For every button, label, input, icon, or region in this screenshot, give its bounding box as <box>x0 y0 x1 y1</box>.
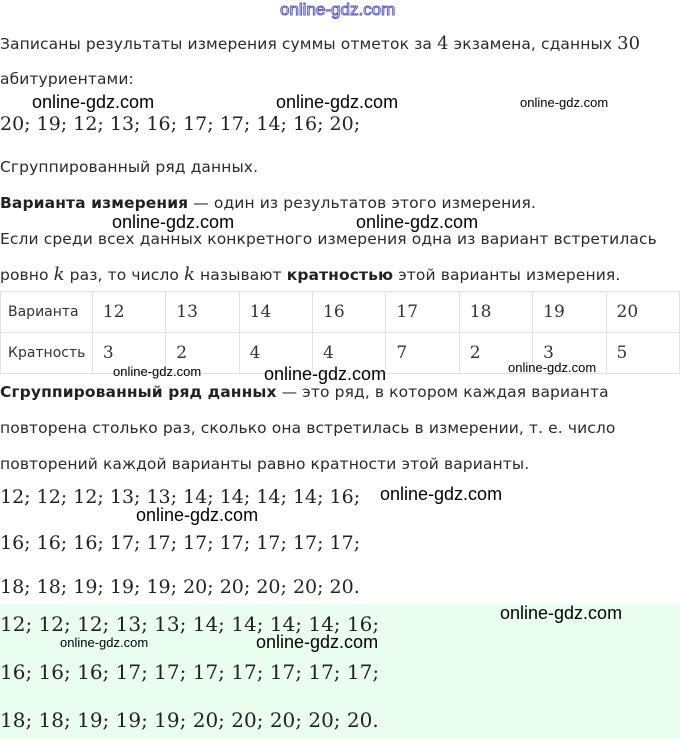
variant-cell: 16 <box>313 292 386 333</box>
series-def-line1 <box>0 383 609 401</box>
top-watermark: online-gdz.com <box>280 0 396 19</box>
count-cell: 3 <box>92 333 165 374</box>
variant-definition <box>0 194 536 212</box>
watermark: online-gdz.com <box>508 360 597 375</box>
series-def-line3: повторений каждой варианты равно кратности этой варианты. <box>0 455 530 473</box>
count-cell: 2 <box>166 333 239 374</box>
people-count: 30 <box>617 33 641 54</box>
intro-line2: абитуриентами: <box>0 70 134 88</box>
series-row-2: 16; 16; 16; 17; 17; 17; 17; 17; 17; 17; <box>0 532 361 554</box>
count-cell: 3 <box>533 333 606 374</box>
multiplicity-line2 <box>0 264 620 285</box>
intro-text: экзамена, сданных <box>448 35 618 53</box>
series-def-text: — это ряд, в котором каждая варианта <box>276 383 609 401</box>
series-row-3: 18; 18; 19; 19; 19; 20; 20; 20; 20; 20. <box>0 576 360 598</box>
series-term: Сгруппированный ряд данных <box>0 383 277 401</box>
count-cell: 2 <box>459 333 532 374</box>
k-symbol: k <box>53 264 65 285</box>
answer-row-3: 18; 18; 19; 19; 19; 20; 20; 20; 20; 20. <box>0 708 379 732</box>
watermark: online-gdz.com <box>60 635 149 650</box>
variant-term: Варианта измерения <box>0 194 189 212</box>
answer-row-1: 12; 12; 12; 13; 13; 14; 14; 14; 14; 16; <box>0 612 380 636</box>
series-def-line2: повторена столько раз, сколько она встретилась в измерении, т. е. число <box>0 419 616 437</box>
variant-cell: 19 <box>533 292 606 333</box>
watermark: online-gdz.com <box>520 95 609 110</box>
watermark: online-gdz.com <box>32 92 155 112</box>
watermark: online-gdz.com <box>276 92 399 112</box>
count-cell: 7 <box>386 333 459 374</box>
text: этой варианты измерения. <box>393 266 621 284</box>
variant-cell: 17 <box>386 292 459 333</box>
multiplicity-term: кратностью <box>286 266 394 284</box>
answer-row-2: 16; 16; 16; 17; 17; 17; 17; 17; 17; 17; <box>0 660 380 684</box>
variant-definition-text: — один из результатов этого измерения. <box>188 194 536 212</box>
row-label-variant: Варианта <box>1 292 93 333</box>
k-symbol: k <box>184 264 196 285</box>
grouped-title: Сгруппированный ряд данных. <box>0 158 259 176</box>
variant-cell: 18 <box>459 292 532 333</box>
multiplicity-line1: Если среди всех данных конкретного измерения одна из вариант встретилась <box>0 230 657 248</box>
watermark: online-gdz.com <box>136 505 259 525</box>
variant-cell: 13 <box>166 292 239 333</box>
watermark: online-gdz.com <box>112 212 235 232</box>
variant-cell: 20 <box>606 292 679 333</box>
raw-data-row: 20; 19; 12; 13; 16; 17; 17; 14; 16; 20; <box>0 113 361 135</box>
table-row-variants <box>1 292 680 333</box>
variant-cell: 14 <box>239 292 312 333</box>
text: называют <box>195 266 287 284</box>
text: раз, то число <box>64 266 184 284</box>
series-row-1: 12; 12; 12; 13; 13; 14; 14; 14; 14; 16; <box>0 486 361 508</box>
intro-line1 <box>0 33 640 54</box>
watermark: online-gdz.com <box>356 212 479 232</box>
watermark: online-gdz.com <box>380 484 503 504</box>
watermark: online-gdz.com <box>113 364 202 379</box>
watermark: online-gdz.com <box>256 632 379 652</box>
text: ровно <box>0 266 54 284</box>
count-cell: 4 <box>239 333 312 374</box>
exam-count: 4 <box>437 33 449 54</box>
watermark: online-gdz.com <box>264 364 387 384</box>
count-cell: 4 <box>313 333 386 374</box>
intro-text: Записаны результаты измерения суммы отметок за <box>0 35 438 53</box>
watermark: online-gdz.com <box>500 603 623 623</box>
row-label-multiplicity: Кратность <box>1 333 93 374</box>
count-cell: 5 <box>606 333 679 374</box>
variant-cell: 12 <box>92 292 165 333</box>
